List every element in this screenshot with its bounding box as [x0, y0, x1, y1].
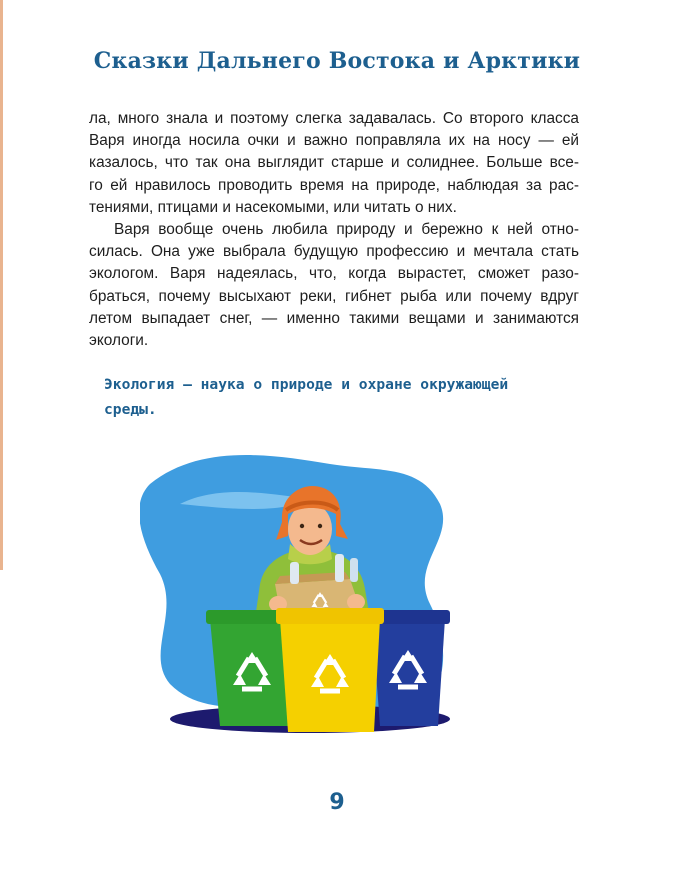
text-line: силась. Она уже выбрала будущую профессию и мечтала стать: [89, 243, 579, 261]
recycling-illustration: [140, 444, 460, 744]
text-line: летом выпадает снег, — именно такими вещами и занимаются: [89, 309, 579, 327]
blue-bin: [368, 610, 450, 726]
text-line: браться, почему высыхают реки, гибнет рыба или почему вдруг: [89, 287, 579, 305]
text-line: ла, много знала и поэтому слегка задавалась. Со второго класса: [89, 110, 579, 127]
paragraph: [89, 108, 579, 219]
text-line: го ей нравилось проводить время на природе, наблюдая за рас-: [89, 176, 579, 194]
definition-line: Экология – наука о природе и охране окружающей: [104, 376, 509, 393]
text-line: Варя вообще очень любила природу и бережно к ней отно-: [114, 220, 579, 238]
definition-line: среды.: [104, 401, 157, 418]
paragraph: [89, 219, 579, 352]
definition-box: [104, 372, 574, 422]
text-line: экологом. Варя надеялась, что, когда вырастет, сможет разо-: [89, 265, 579, 283]
yellow-bin: [276, 608, 384, 732]
text-line: тениями, птицами и насекомыми, или читать о них.: [89, 198, 457, 216]
story-text: [89, 108, 579, 352]
text-line: казалось, что так она выглядит старше и солиднее. Больше все-: [89, 154, 579, 172]
text-line: Варя иногда носила очки и важно поправляла их на носу — ей: [89, 132, 579, 150]
page-edge-strip: [0, 0, 3, 570]
page-number: 9: [329, 790, 345, 815]
page-title: Сказки Дальнего Востока и Арктики: [93, 48, 581, 74]
text-line: экологи.: [89, 331, 149, 349]
